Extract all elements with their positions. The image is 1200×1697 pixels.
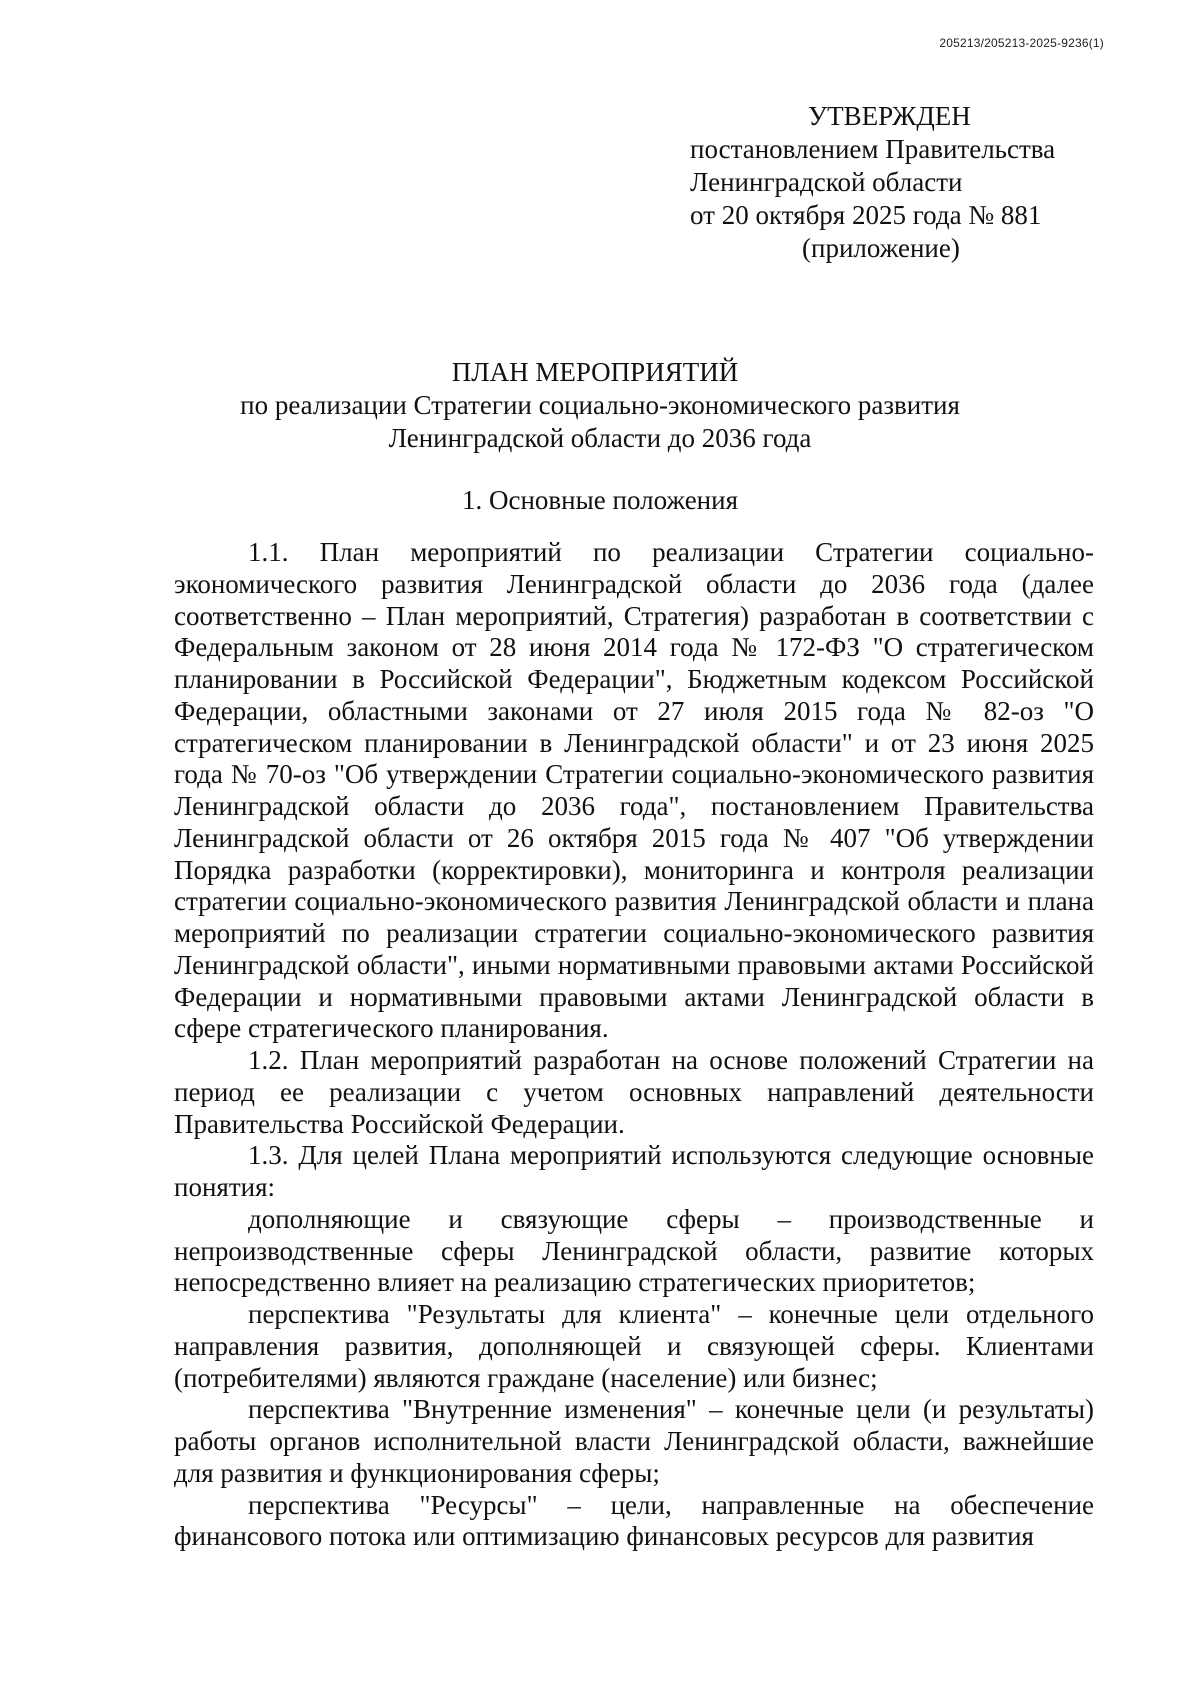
section-title: 1. Основные положения: [462, 485, 738, 515]
approval-line-2: Ленинградской области: [690, 167, 963, 197]
definition-spheres: дополняющие и связующие сферы – производственные и непроизводственные сферы Ленинградской области, развитие которых непосредственно влияет на реализацию стратегических приоритетов;: [174, 1203, 1094, 1298]
paragraph-1-1: 1.1. План мероприятий по реализации Стратегии социально-экономического развития Ленинградской области до 2036 года (далее соответственно – План мероприятий, Стратегия) разработан в соответствии с Федеральным законом от 28 июня 2014 года № 172-ФЗ "О стратегическом планировании в Российской Федерации", Бюджетным кодексом Российской Федерации, областными законами от 27 июля 2015 года № 82-оз "О стратегическом планировании в Ленинградской области" и от 23 июня 2025 года № 70-оз "Об утверждении Стратегии социально-экономического развития Ленинградской области до 2036 года", постановлением Правительства Ленинградской области от 26 октября 2015 года № 407 "Об утверждении Порядка разработки (корректировки), мониторинга и контроля реализации стратегии социально-экономического развития Ленинградской области и плана мероприятий по реализации стратегии социально-экономического развития Ленинградской области", иными нормативными правовыми актами Российской Федерации и нормативными правовыми актами Ленинградской области в сфере стратегического планирования.: [174, 537, 1094, 1044]
plan-title-block: [160, 356, 1040, 455]
approval-line-3: от 20 октября 2025 года № 881: [690, 200, 1042, 230]
body-text: [174, 537, 1094, 1553]
definition-client-results: перспектива "Результаты для клиента" – конечные цели отдельного направления развития, дополняющей и связующей сферы. Клиентами (потребителями) являются граждане (население) или бизнес;: [174, 1299, 1094, 1393]
paragraph-1-2: 1.2. План мероприятий разработан на основе положений Стратегии на период ее реализации с учетом основных направлений деятельности Правительства Российской Федерации.: [174, 1045, 1094, 1139]
definition-resources: перспектива "Ресурсы" – цели, направленные на обеспечение финансового потока или оптимизацию финансовых ресурсов для развития: [174, 1489, 1094, 1552]
plan-heading: ПЛАН МЕРОПРИЯТИЙ: [451, 357, 739, 387]
approval-appendix: (приложение): [802, 233, 960, 263]
approval-line-1: постановлением Правительства: [690, 134, 1056, 164]
definition-internal-changes: перспектива "Внутренние изменения" – конечные цели (и результаты) работы органов исполнительной власти Ленинградской области, важнейшие для развития и функционирования сферы;: [174, 1394, 1094, 1488]
approval-title: УТВЕРЖДЕН: [808, 101, 971, 131]
approval-block: [690, 100, 1110, 265]
plan-subtitle-1: по реализации Стратегии социально-экономического развития: [240, 390, 960, 420]
document-id: 205213/205213-2025-9236(1): [939, 36, 1104, 50]
plan-subtitle-2: Ленинградской области до 2036 года: [388, 423, 812, 453]
paragraph-1-3: 1.3. Для целей Плана мероприятий используются следующие основные понятия:: [174, 1140, 1094, 1202]
